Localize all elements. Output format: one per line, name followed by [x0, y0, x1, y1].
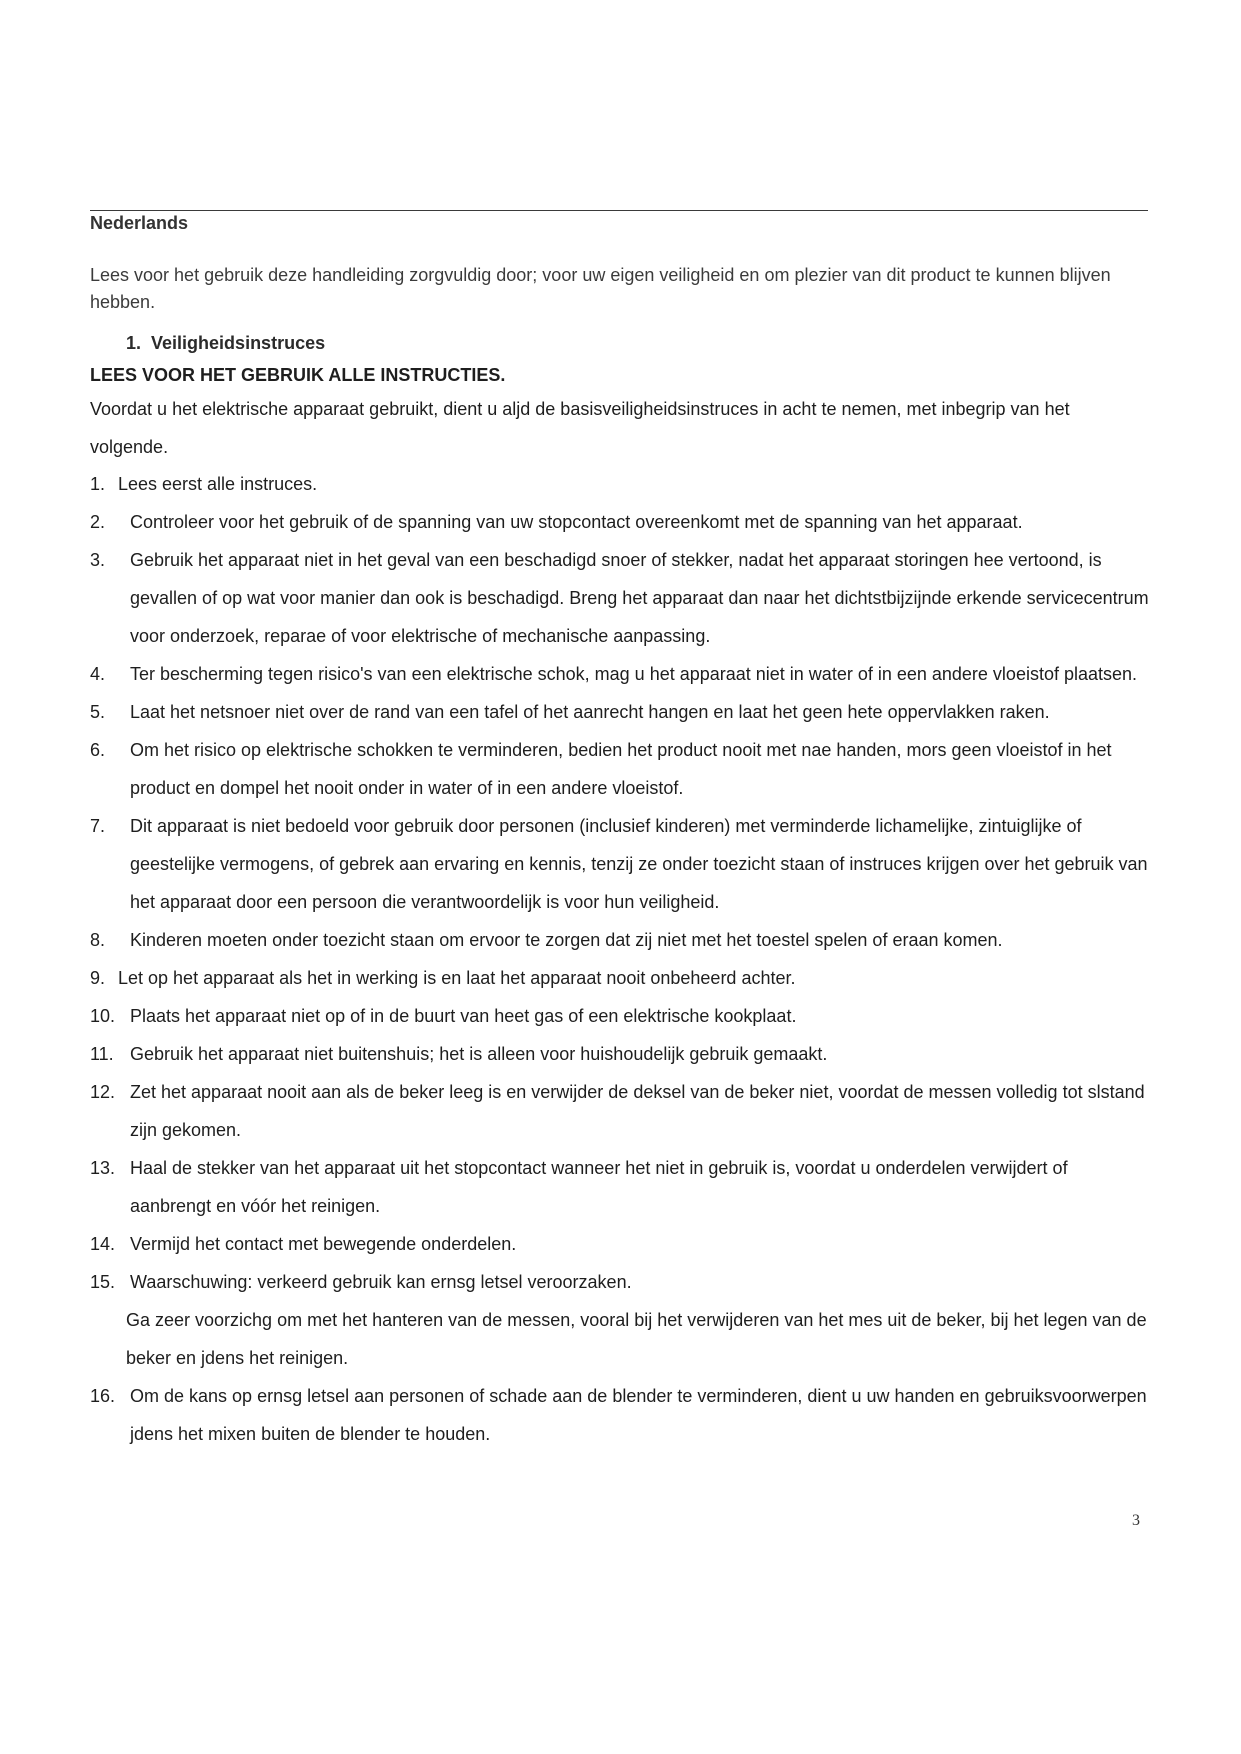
item-number: 6. — [90, 740, 106, 760]
item-text: Om de kans op ernsg letsel aan personen of schade aan de blender te verminderen, dient u uw handen en gebruiksvoorwerpen jdens het mixen buiten de blender te houden. — [130, 1386, 1147, 1444]
item-text: Om het risico op elektrische schokken te verminderen, bedien het product nooit met nae handen, mors geen vloeistof in het product en dompel het nooit onder in water of in een andere vloeistof. — [130, 740, 1112, 798]
list-item — [90, 1149, 1150, 1225]
item-text: Ter bescherming tegen risico's van een elektrische schok, mag u het apparaat niet in water of in een andere vloeistof plaatsen. — [130, 664, 1138, 684]
item-text: Kinderen moeten onder toezicht staan om ervoor te zorgen dat zij niet met het toestel spelen of eraan komen. — [130, 930, 1003, 950]
list-item — [90, 465, 1150, 503]
item-number: 7. — [90, 816, 106, 836]
item-number: 4. — [90, 664, 106, 684]
instructions-title: LEES VOOR HET GEBRUIK ALLE INSTRUCTIES. — [90, 365, 506, 385]
item-number: 13. — [90, 1158, 116, 1178]
list-item — [90, 1073, 1150, 1149]
item-text: Gebruik het apparaat niet in het geval van een beschadigd snoer of stekker, nadat het apparaat storingen hee vertoond, is gevallen of op wat voor manier dan ook is beschadigd. Breng het apparaat dan naar het dichtstbijzijnde erkende servicecentrum voor onderzoek, reparae of voor elektrische of mechanische aanpassing. — [130, 550, 1149, 646]
item-number: 8. — [90, 930, 106, 950]
list-item — [90, 921, 1150, 959]
list-item — [90, 807, 1150, 921]
item-extra-text: Ga zeer voorzichg om met het hanteren van de messen, vooral bij het verwijderen van het mes uit de beker, bij het legen van de beker en jdens het reinigen. — [126, 1310, 1147, 1368]
language-label: Nederlands — [90, 213, 189, 233]
safety-instructions-list — [90, 465, 1150, 1453]
item-text: Vermijd het contact met bewegende onderdelen. — [130, 1234, 517, 1254]
item-number: 15. — [90, 1272, 116, 1292]
item-text: Controleer voor het gebruik of de spanning van uw stopcontact overeenkomt met de spanning van het apparaat. — [130, 512, 1023, 532]
list-item — [90, 693, 1150, 731]
item-text: Plaats het apparaat niet op of in de buurt van heet gas of een elektrische kookplaat. — [130, 1006, 797, 1026]
item-number: 1. — [90, 474, 106, 494]
list-item — [90, 1377, 1150, 1453]
item-text: Waarschuwing: verkeerd gebruik kan ernsg letsel veroorzaken. — [130, 1272, 632, 1292]
item-text: Dit apparaat is niet bedoeld voor gebruik door personen (inclusief kinderen) met verminderde lichamelijke, zintuiglijke of geestelijke vermogens, of gebrek aan ervaring en kennis, tenzij ze onder toezicht staan of instruces krijgen over het gebruik van het apparaat door een persoon die verantwoordelijk is voor hun veiligheid. — [130, 816, 1148, 912]
item-text: Gebruik het apparaat niet buitenshuis; het is alleen voor huishoudelijk gebruik gemaakt. — [130, 1044, 828, 1064]
item-number: 3. — [90, 550, 106, 570]
item-text: Haal de stekker van het apparaat uit het stopcontact wanneer het niet in gebruik is, voordat u onderdelen verwijdert of aanbrengt en vóór het reinigen. — [130, 1158, 1068, 1216]
list-item — [90, 959, 1150, 997]
list-item — [90, 1035, 1150, 1073]
item-number: 12. — [90, 1082, 116, 1102]
list-item — [90, 503, 1150, 541]
item-number: 5. — [90, 702, 106, 722]
list-item — [90, 731, 1150, 807]
section-title: Veiligheidsinstruces — [151, 333, 326, 353]
item-text: Laat het netsnoer niet over de rand van een tafel of het aanrecht hangen en laat het geen hete oppervlakken raken. — [130, 702, 1050, 722]
item-text: Let op het apparaat als het in werking is en laat het apparaat nooit onbeheerd achter. — [118, 968, 796, 988]
section-number: 1. — [126, 333, 142, 353]
header-divider — [90, 210, 1148, 211]
list-item — [90, 1225, 1150, 1263]
intro-paragraph: Lees voor het gebruik deze handleiding zorgvuldig door; voor uw eigen veiligheid en om plezier van dit product te kunnen blijven hebben. — [90, 265, 1111, 312]
list-item — [90, 997, 1150, 1035]
item-text: Lees eerst alle instruces. — [118, 474, 318, 494]
item-number: 2. — [90, 512, 106, 532]
list-item — [90, 655, 1150, 693]
item-number: 11. — [90, 1044, 114, 1064]
item-number: 9. — [90, 968, 106, 988]
section-heading — [126, 333, 325, 354]
item-number: 16. — [90, 1386, 116, 1406]
list-item — [90, 541, 1150, 655]
item-text: Zet het apparaat nooit aan als de beker leeg is en verwijder de deksel van de beker niet, voordat de messen volledig tot slstand zijn gekomen. — [130, 1082, 1145, 1140]
list-item — [90, 1263, 1150, 1377]
page-number: 3 — [1132, 1512, 1140, 1529]
item-number: 10. — [90, 1006, 116, 1026]
item-number: 14. — [90, 1234, 116, 1254]
lead-paragraph: Voordat u het elektrische apparaat gebruikt, dient u aljd de basisveiligheidsinstruces in acht te nemen, met inbegrip van het volgende. — [90, 399, 1070, 457]
